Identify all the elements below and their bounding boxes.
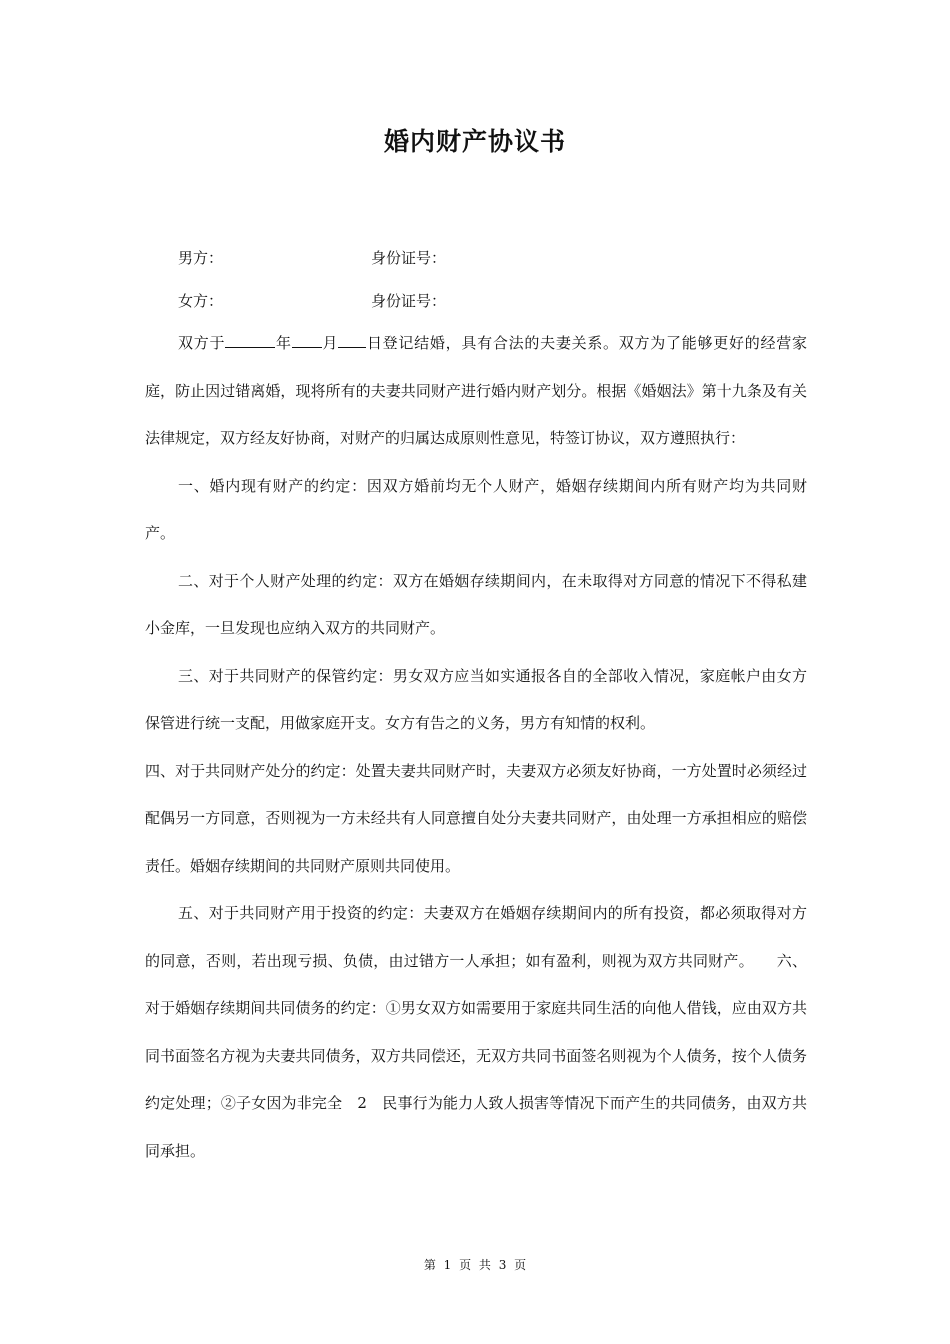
clause-2: 二、对于个人财产处理的约定：双方在婚姻存续期间内，在未取得对方同意的情况下不得私建小金库，一旦发现也应纳入双方的共同财产。 [145,571,807,637]
male-party-label: 男方： [178,249,224,267]
clause-5-6: 五、对于共同财产用于投资的约定：夫妻双方在婚姻存续期间内的所有投资，都必须取得对方的同意，否则，若出现亏损、负债，由过错方一人承担；如有盈利，则视为双方共同财产。 六、对于婚姻存续期间共同债务的约定：①男女双方如需要用于家庭共同生活的向他人借钱，应由双方共同书面签名方视为夫妻共同债务，双方共同偿还，无双方共同书面签名则视为个人债务，按个人债务约定处理；②子女因为非完全 2 民事行为能力人致人损害等情况下而产生的共同债务，由双方共同承担。 [145,904,807,1160]
intro-text-3: 月 [321,334,339,352]
male-id-label: 身份证号： [371,249,447,267]
day-blank [338,329,366,348]
intro-text-1: 双方于 [178,334,226,352]
clause-3: 三、对于共同财产的保管约定：男女双方应当如实通报各自的全部收入情况，家庭帐户由女方保管进行统一支配，用做家庭开支。女方有告之的义务，男方有知情的权利。 [145,666,807,732]
intro-paragraph [145,320,807,463]
month-blank [292,329,322,348]
intro-text-4: 日登记结婚，具有合法的夫妻关系。双方为了能够更好的经营家庭，防止因过错离婚，现将所有的夫妻共同财产进行婚内财产划分。根据《婚姻法》第十九条及有关法律规定，双方经友好协商，对财产的归属达成原则性意见，特签订协议，双方遵照执行： [145,334,807,447]
document-title: 婚内财产协议书 [383,127,566,156]
female-id-label: 身份证号： [371,292,447,310]
clause-4: 四、对于共同财产处分的约定：处置夫妻共同财产时，夫妻双方必须友好协商，一方处置时必须经过配偶另一方同意，否则视为一方未经共有人同意擅自处分夫妻共同财产，由处理一方承担相应的赔偿责任。婚姻存续期间的共同财产原则共同使用。 [145,761,807,875]
female-party-label: 女方： [178,292,224,310]
clause-1: 一、婚内现有财产的约定：因双方婚前均无个人财产，婚姻存续期间内所有财产均为共同财产。 [145,476,807,542]
page-footer: 第 1 页 共 3 页 [423,1258,527,1272]
year-blank [225,329,275,348]
intro-text-2: 年 [275,334,292,352]
document-body [145,320,807,1175]
